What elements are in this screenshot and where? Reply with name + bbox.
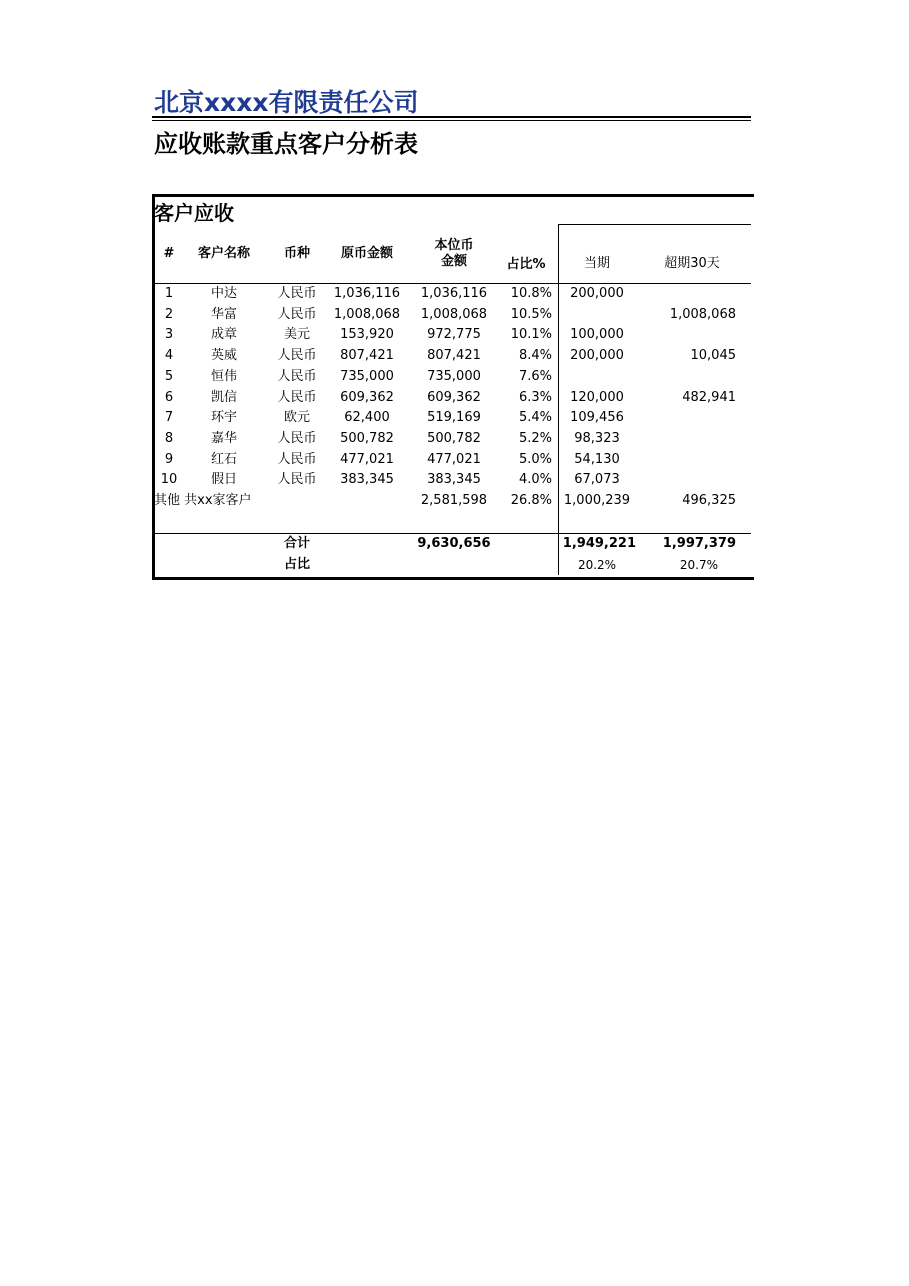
company-name: 北京xxxx有限责任公司 (154, 88, 419, 117)
row-index: 8 (164, 430, 174, 446)
others-base-amount: 2,581,598 (420, 493, 488, 508)
row-overdue-30: 10,045 (690, 348, 736, 364)
row-percentage: 7.6% (518, 368, 552, 384)
report-title: 应收账款重点客户分析表 (154, 130, 418, 158)
row-base-amount: 972,775 (427, 327, 481, 343)
header-base-amount-line1: 本位币 (434, 238, 474, 253)
row-customer-name: 华富 (210, 306, 237, 322)
row-overdue-30: 1,008,068 (669, 306, 736, 322)
row-currency: 人民币 (277, 430, 317, 446)
row-currency: 人民币 (277, 368, 317, 384)
row-index: 1 (164, 286, 174, 301)
others-label: 其他 共xx家客户 (154, 493, 252, 508)
row-base-amount: 477,021 (427, 451, 481, 467)
row-base-amount: 609,362 (427, 389, 481, 405)
header-currency: 币种 (283, 246, 310, 261)
row-percentage: 8.4% (518, 348, 552, 364)
ratio-current: 20.2% (577, 558, 617, 572)
row-currency: 人民币 (277, 286, 317, 301)
row-percentage: 10.5% (510, 306, 552, 322)
row-currency: 欧元 (283, 410, 310, 426)
aging-divider (558, 224, 559, 575)
header-overdue-30-days: 超期30天 (664, 256, 720, 271)
others-percentage: 26.8% (510, 493, 552, 508)
row-currency: 美元 (283, 327, 310, 343)
row-original-amount: 1,036,116 (333, 286, 401, 301)
row-percentage: 5.2% (518, 430, 552, 446)
row-current: 100,000 (570, 327, 624, 343)
row-original-amount: 477,021 (340, 451, 394, 467)
row-original-amount: 1,008,068 (333, 306, 401, 322)
others-current: 1,000,239 (563, 493, 631, 508)
row-base-amount: 1,036,116 (420, 286, 488, 301)
row-index: 6 (164, 389, 174, 405)
row-index: 10 (160, 472, 178, 488)
row-index: 7 (164, 410, 174, 426)
row-original-amount: 153,920 (340, 327, 394, 343)
row-index: 9 (164, 451, 174, 467)
row-current: 54,130 (574, 451, 620, 467)
row-index: 4 (164, 348, 174, 364)
total-current: 1,949,221 (562, 536, 636, 551)
row-index: 5 (164, 368, 174, 384)
row-index: 2 (164, 306, 174, 322)
section-title: 客户应收 (154, 201, 234, 225)
row-current: 200,000 (570, 348, 624, 364)
row-current: 98,323 (574, 430, 620, 446)
header-bottom-rule (152, 283, 751, 284)
total-base-amount: 9,630,656 (417, 536, 491, 551)
row-customer-name: 凯信 (210, 389, 237, 405)
row-currency: 人民币 (277, 472, 317, 488)
row-overdue-30: 482,941 (682, 389, 736, 405)
row-current: 200,000 (570, 286, 624, 301)
row-percentage: 6.3% (518, 389, 552, 405)
header-original-amount: 原币金额 (340, 246, 393, 261)
ratio-label: 占比 (283, 557, 310, 572)
row-base-amount: 519,169 (427, 410, 481, 426)
row-customer-name: 环宇 (210, 410, 237, 426)
row-customer-name: 英威 (210, 348, 237, 364)
header-current-period: 当期 (583, 256, 610, 271)
total-label: 合计 (283, 536, 310, 551)
others-overdue-30: 496,325 (682, 493, 736, 508)
row-percentage: 10.1% (510, 327, 552, 343)
row-customer-name: 恒伟 (210, 368, 237, 384)
title-rule-thin (152, 120, 751, 121)
row-currency: 人民币 (277, 389, 317, 405)
header-index: # (163, 246, 175, 261)
row-customer-name: 红石 (210, 451, 237, 467)
row-original-amount: 807,421 (340, 348, 394, 364)
ratio-overdue-30: 20.7% (679, 558, 718, 572)
row-current: 67,073 (574, 472, 620, 488)
header-percentage: 占比% (506, 257, 546, 272)
row-original-amount: 609,362 (340, 389, 394, 405)
row-percentage: 4.0% (518, 472, 552, 488)
row-base-amount: 500,782 (427, 430, 481, 446)
row-current: 120,000 (570, 389, 624, 405)
row-currency: 人民币 (277, 306, 317, 322)
header-customer-name: 客户名称 (197, 246, 250, 261)
row-original-amount: 500,782 (340, 430, 394, 446)
row-percentage: 5.4% (518, 410, 552, 426)
row-percentage: 5.0% (518, 451, 552, 467)
row-percentage: 10.8% (510, 286, 552, 301)
row-base-amount: 735,000 (427, 368, 481, 384)
row-customer-name: 成章 (210, 327, 237, 343)
row-base-amount: 383,345 (427, 472, 481, 488)
row-original-amount: 62,400 (344, 410, 390, 426)
row-original-amount: 383,345 (340, 472, 394, 488)
total-overdue-30: 1,997,379 (662, 536, 736, 551)
row-customer-name: 嘉华 (210, 430, 237, 446)
row-currency: 人民币 (277, 348, 317, 364)
total-top-rule (152, 533, 751, 534)
section-title-rule (558, 224, 751, 225)
row-customer-name: 中达 (210, 286, 237, 301)
row-base-amount: 807,421 (427, 348, 481, 364)
row-customer-name: 假日 (210, 472, 237, 488)
row-currency: 人民币 (277, 451, 317, 467)
row-current: 109,456 (570, 410, 624, 426)
header-base-amount-line2: 金额 (440, 254, 467, 269)
row-index: 3 (164, 327, 174, 343)
row-base-amount: 1,008,068 (420, 306, 488, 322)
title-rule-thick (152, 116, 751, 118)
row-original-amount: 735,000 (340, 368, 394, 384)
